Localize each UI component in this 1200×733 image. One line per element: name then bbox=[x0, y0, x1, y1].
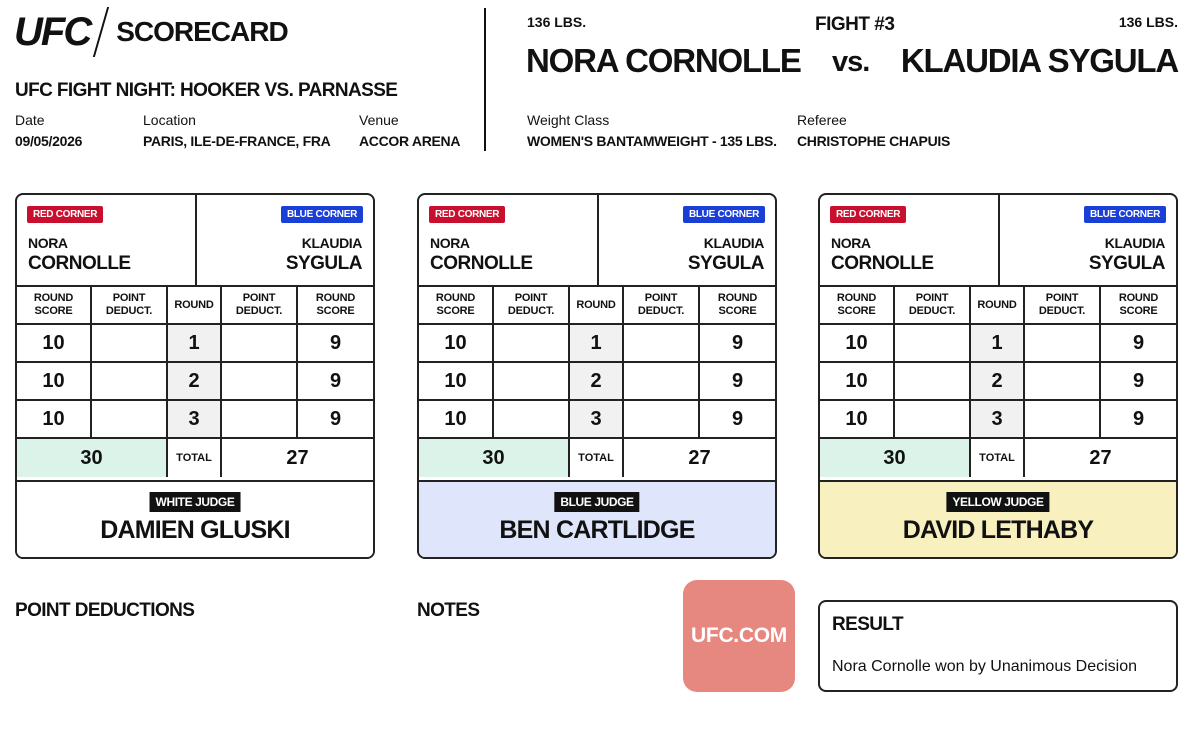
fight-number: FIGHT #3 bbox=[815, 14, 895, 35]
card-fighters-header bbox=[820, 195, 1176, 285]
blue-last-name: SYGULA bbox=[687, 253, 764, 274]
table-row bbox=[419, 400, 775, 438]
referee-block bbox=[797, 112, 950, 149]
score-table-header bbox=[17, 286, 373, 324]
red-point-deduct bbox=[894, 400, 970, 438]
red-point-deduct bbox=[91, 324, 167, 362]
red-corner-badge: RED CORNER bbox=[830, 206, 906, 223]
table-row bbox=[820, 400, 1176, 438]
red-point-deduct bbox=[493, 400, 569, 438]
blue-point-deduct bbox=[623, 400, 699, 438]
red-round-score: 10 bbox=[17, 400, 91, 438]
red-first-name: NORA bbox=[430, 235, 470, 251]
judge-badge: BLUE JUDGE bbox=[554, 492, 639, 512]
blue-round-score: 9 bbox=[297, 400, 373, 438]
blue-point-deduct bbox=[1024, 324, 1100, 362]
judge-area bbox=[820, 480, 1176, 557]
table-row bbox=[419, 324, 775, 362]
blue-point-deduct bbox=[221, 362, 297, 400]
vs-label: vs. bbox=[832, 46, 870, 78]
point-deductions-title: POINT DEDUCTIONS bbox=[15, 600, 195, 621]
table-row bbox=[17, 362, 373, 400]
red-weight: 136 LBS. bbox=[527, 14, 587, 30]
result-title: RESULT bbox=[832, 614, 903, 635]
round-number: 1 bbox=[167, 324, 221, 362]
judge-area bbox=[419, 480, 775, 557]
result-box bbox=[818, 600, 1178, 692]
blue-weight: 136 LBS. bbox=[1118, 14, 1178, 30]
table-row bbox=[17, 324, 373, 362]
location-value: PARIS, ILE-DE-FRANCE, FRA bbox=[143, 133, 331, 149]
blue-total: 27 bbox=[1024, 438, 1176, 477]
blue-last-name: SYGULA bbox=[285, 253, 362, 274]
header-red-round-score: ROUND SCORE bbox=[419, 286, 493, 324]
red-point-deduct bbox=[493, 362, 569, 400]
judge-area bbox=[17, 480, 373, 557]
red-round-score: 10 bbox=[820, 400, 894, 438]
blue-total: 27 bbox=[623, 438, 775, 477]
round-number: 2 bbox=[970, 362, 1024, 400]
red-round-score: 10 bbox=[419, 400, 493, 438]
table-row bbox=[820, 324, 1176, 362]
judge-card-white bbox=[15, 193, 375, 559]
header-blue-round-score: ROUND SCORE bbox=[1100, 286, 1176, 324]
blue-corner-cell bbox=[599, 195, 775, 285]
blue-round-score: 9 bbox=[297, 324, 373, 362]
blue-round-score: 9 bbox=[297, 362, 373, 400]
round-number: 2 bbox=[569, 362, 623, 400]
blue-point-deduct bbox=[623, 362, 699, 400]
score-table bbox=[820, 285, 1176, 477]
weight-class-label: Weight Class bbox=[527, 112, 610, 128]
ufc-com-label: UFC.COM bbox=[691, 624, 787, 647]
header-round: ROUND bbox=[569, 286, 623, 324]
judge-badge: WHITE JUDGE bbox=[150, 492, 241, 512]
venue-block bbox=[359, 112, 460, 149]
header-blue-round-score: ROUND SCORE bbox=[297, 286, 373, 324]
blue-corner-badge: BLUE CORNER bbox=[683, 206, 765, 223]
card-fighters-header bbox=[419, 195, 775, 285]
red-corner-badge: RED CORNER bbox=[27, 206, 103, 223]
ufc-logo bbox=[14, 8, 288, 56]
date-value: 09/05/2026 bbox=[15, 133, 83, 149]
header-blue-point-deduct: POINT DEDUCT. bbox=[623, 286, 699, 324]
table-row bbox=[419, 362, 775, 400]
score-table bbox=[419, 285, 775, 477]
red-total: 30 bbox=[419, 438, 569, 477]
blue-round-score: 9 bbox=[699, 362, 775, 400]
total-row bbox=[820, 438, 1176, 477]
header-round: ROUND bbox=[970, 286, 1024, 324]
notes-title: NOTES bbox=[417, 600, 480, 621]
score-table bbox=[17, 285, 373, 477]
location-block bbox=[143, 112, 330, 149]
blue-first-name: KLAUDIA bbox=[703, 235, 764, 251]
card-fighters-header bbox=[17, 195, 373, 285]
blue-point-deduct bbox=[1024, 400, 1100, 438]
blue-total: 27 bbox=[221, 438, 373, 477]
blue-point-deduct bbox=[623, 324, 699, 362]
ufc-com-logo[interactable] bbox=[683, 580, 795, 692]
judge-badge: YELLOW JUDGE bbox=[946, 492, 1049, 512]
venue-label: Venue bbox=[359, 112, 399, 128]
red-point-deduct bbox=[91, 400, 167, 438]
red-total: 30 bbox=[17, 438, 167, 477]
total-label: TOTAL bbox=[167, 438, 221, 477]
weight-class-block bbox=[527, 112, 777, 149]
round-number: 3 bbox=[569, 400, 623, 438]
blue-corner-badge: BLUE CORNER bbox=[1084, 206, 1166, 223]
red-corner-cell bbox=[820, 195, 1000, 285]
red-round-score: 10 bbox=[419, 324, 493, 362]
weight-class-value: WOMEN'S BANTAMWEIGHT - 135 LBS. bbox=[527, 133, 777, 149]
blue-last-name: SYGULA bbox=[1088, 253, 1165, 274]
referee-value: CHRISTOPHE CHAPUIS bbox=[797, 133, 951, 149]
header-divider bbox=[484, 8, 486, 151]
blue-first-name: KLAUDIA bbox=[1104, 235, 1165, 251]
red-last-name: CORNOLLE bbox=[430, 253, 533, 274]
location-label: Location bbox=[143, 112, 196, 128]
header-red-point-deduct: POINT DEDUCT. bbox=[91, 286, 167, 324]
header-red-round-score: ROUND SCORE bbox=[820, 286, 894, 324]
red-corner-badge: RED CORNER bbox=[429, 206, 505, 223]
red-round-score: 10 bbox=[419, 362, 493, 400]
judge-name: DAVID LETHABY bbox=[902, 516, 1094, 544]
logo-divider bbox=[93, 7, 109, 57]
ufc-logo-text: UFC bbox=[14, 10, 91, 54]
judge-name: BEN CARTLIDGE bbox=[499, 516, 695, 544]
red-point-deduct bbox=[91, 362, 167, 400]
round-number: 2 bbox=[167, 362, 221, 400]
round-number: 1 bbox=[569, 324, 623, 362]
header-red-point-deduct: POINT DEDUCT. bbox=[493, 286, 569, 324]
event-title: UFC FIGHT NIGHT: HOOKER VS. PARNASSE bbox=[15, 80, 398, 101]
round-number: 1 bbox=[970, 324, 1024, 362]
referee-label: Referee bbox=[797, 112, 847, 128]
blue-corner-cell bbox=[1000, 195, 1176, 285]
round-number: 3 bbox=[167, 400, 221, 438]
header-red-round-score: ROUND SCORE bbox=[17, 286, 91, 324]
red-round-score: 10 bbox=[820, 362, 894, 400]
result-text: Nora Cornolle won by Unanimous Decision bbox=[832, 658, 1138, 675]
red-round-score: 10 bbox=[820, 324, 894, 362]
blue-round-score: 9 bbox=[699, 324, 775, 362]
red-first-name: NORA bbox=[831, 235, 871, 251]
blue-first-name: KLAUDIA bbox=[301, 235, 362, 251]
blue-corner-badge: BLUE CORNER bbox=[281, 206, 363, 223]
header-blue-point-deduct: POINT DEDUCT. bbox=[221, 286, 297, 324]
score-table-header bbox=[820, 286, 1176, 324]
red-last-name: CORNOLLE bbox=[28, 253, 131, 274]
blue-point-deduct bbox=[221, 400, 297, 438]
total-label: TOTAL bbox=[970, 438, 1024, 477]
blue-point-deduct bbox=[221, 324, 297, 362]
judge-name: DAMIEN GLUSKI bbox=[100, 516, 290, 544]
table-row bbox=[820, 362, 1176, 400]
blue-fighter-name: KLAUDIA SYGULA bbox=[900, 42, 1178, 79]
blue-point-deduct bbox=[1024, 362, 1100, 400]
red-round-score: 10 bbox=[17, 324, 91, 362]
date-label: Date bbox=[15, 112, 45, 128]
blue-round-score: 9 bbox=[699, 400, 775, 438]
blue-round-score: 9 bbox=[1100, 400, 1176, 438]
red-corner-cell bbox=[17, 195, 197, 285]
header-blue-point-deduct: POINT DEDUCT. bbox=[1024, 286, 1100, 324]
venue-value: ACCOR ARENA bbox=[359, 133, 461, 149]
header-round: ROUND bbox=[167, 286, 221, 324]
red-last-name: CORNOLLE bbox=[831, 253, 934, 274]
blue-round-score: 9 bbox=[1100, 324, 1176, 362]
red-corner-cell bbox=[419, 195, 599, 285]
date-block bbox=[15, 112, 82, 149]
header-blue-round-score: ROUND SCORE bbox=[699, 286, 775, 324]
total-label: TOTAL bbox=[569, 438, 623, 477]
red-point-deduct bbox=[493, 324, 569, 362]
judge-card-yellow bbox=[818, 193, 1178, 559]
score-table-header bbox=[419, 286, 775, 324]
red-point-deduct bbox=[894, 324, 970, 362]
judge-card-blue bbox=[417, 193, 777, 559]
blue-corner-cell bbox=[197, 195, 373, 285]
red-fighter-name: NORA CORNOLLE bbox=[526, 42, 801, 79]
round-number: 3 bbox=[970, 400, 1024, 438]
total-row bbox=[419, 438, 775, 477]
header-red-point-deduct: POINT DEDUCT. bbox=[894, 286, 970, 324]
red-round-score: 10 bbox=[17, 362, 91, 400]
table-row bbox=[17, 400, 373, 438]
total-row bbox=[17, 438, 373, 477]
red-first-name: NORA bbox=[28, 235, 68, 251]
red-point-deduct bbox=[894, 362, 970, 400]
scorecard-title: SCORECARD bbox=[116, 16, 288, 47]
red-total: 30 bbox=[820, 438, 970, 477]
blue-round-score: 9 bbox=[1100, 362, 1176, 400]
